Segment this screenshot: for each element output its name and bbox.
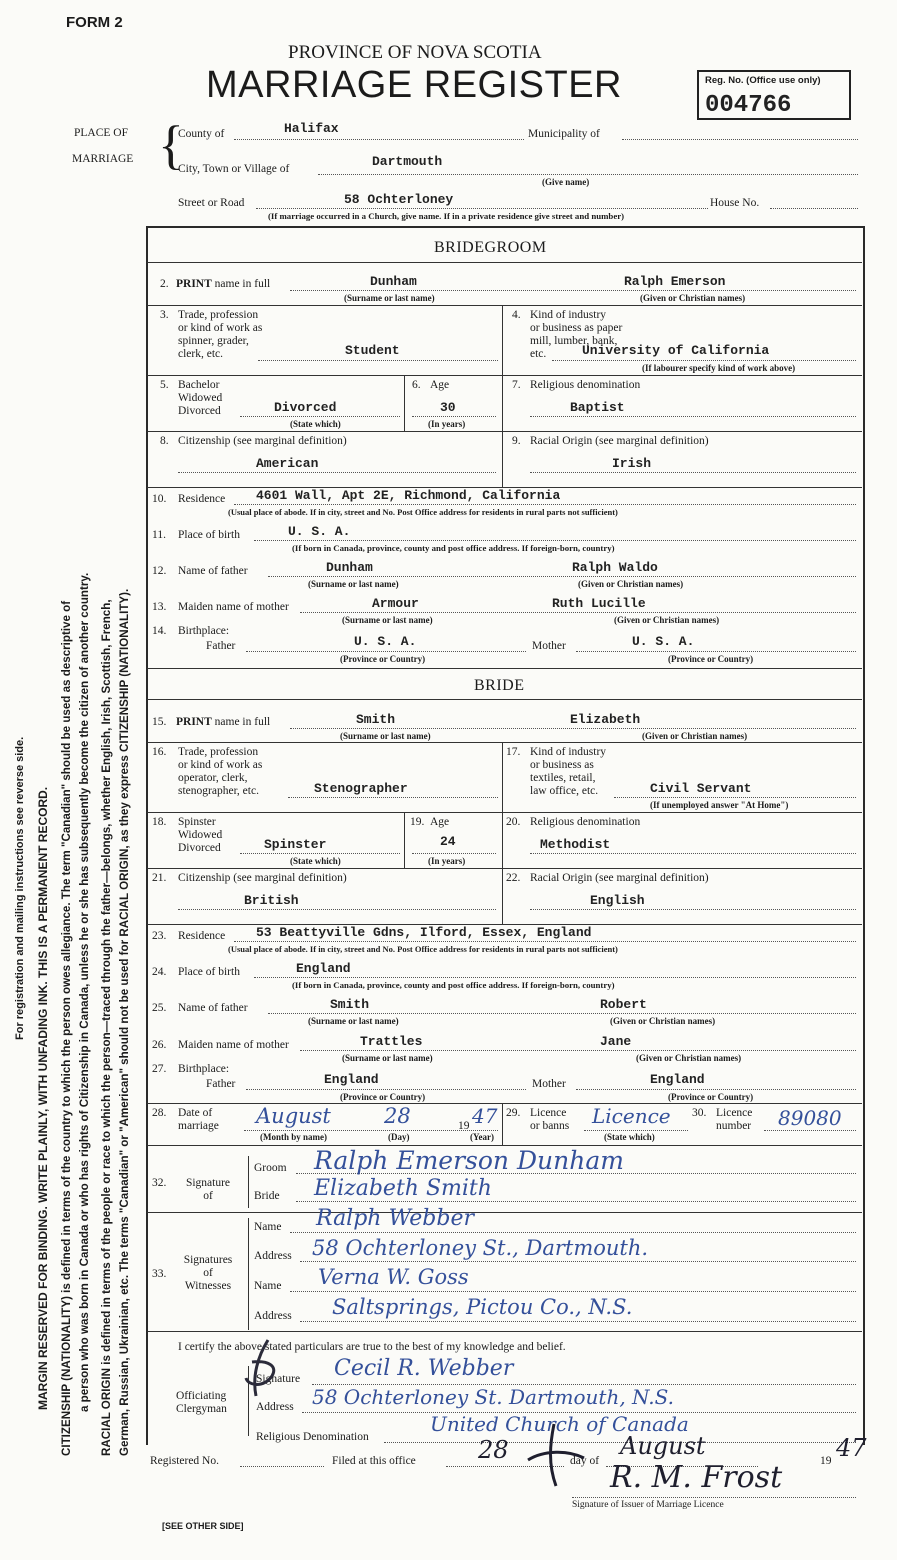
bride-trade-line — [288, 797, 498, 798]
groom-father-line — [268, 576, 856, 577]
bride-signature: Elizabeth Smith — [314, 1176, 492, 1201]
divider — [502, 305, 503, 375]
date-label: Date of marriage — [178, 1107, 219, 1132]
groom-mother-line — [300, 612, 856, 613]
place-of-label: PLACE OF — [74, 127, 128, 139]
row-9-num: 9. — [512, 435, 521, 447]
filed-label: Filed at this office — [332, 1455, 416, 1467]
given-caption: (Given or Christian names) — [642, 731, 748, 741]
registered-no-line — [240, 1466, 324, 1467]
witness1-address-line — [300, 1261, 856, 1262]
bride-religion-line — [530, 853, 856, 854]
unemployed-note: (If unemployed answer "At Home") — [650, 800, 789, 810]
row-25-num: 25. — [152, 1002, 167, 1014]
bride-surname: Smith — [356, 712, 396, 727]
month-caption: (Month by name) — [260, 1132, 327, 1142]
divider — [502, 812, 503, 868]
divider — [147, 375, 862, 376]
street-line — [256, 208, 708, 209]
father-word: Father — [206, 1078, 236, 1090]
groom-racial-line — [530, 472, 856, 473]
witness2-name: Verna W. Goss — [318, 1265, 469, 1289]
marriage-month: August — [256, 1104, 331, 1128]
groom-father-birthplace: U. S. A. — [354, 634, 417, 649]
groom-birthplace: U. S. A. — [288, 524, 351, 539]
father-label: Name of father — [178, 1002, 248, 1014]
groom-trade: Student — [345, 343, 400, 358]
bride-given: Elizabeth — [570, 712, 641, 727]
filed-year: 47 — [836, 1434, 867, 1462]
filed-year-prefix: 19 — [820, 1455, 832, 1467]
bride-heading: BRIDE — [474, 677, 525, 694]
witness1-name-line — [290, 1232, 856, 1233]
divider — [502, 1103, 503, 1145]
row-14-num: 14. — [152, 625, 167, 637]
groom-mother-birth-line — [576, 651, 856, 652]
bride-age: 24 — [440, 834, 456, 849]
birth-note: (If born in Canada, province, county and post office address. If foreign-born, country) — [292, 980, 615, 990]
clergy-denomination: United Church of Canada — [430, 1412, 689, 1436]
row-19-num: 19. — [410, 816, 425, 828]
day-of-label: day of — [570, 1455, 600, 1467]
row-26-num: 26. — [152, 1039, 167, 1051]
witness2-address: Saltsprings, Pictou Co., N.S. — [332, 1295, 633, 1319]
margin-line-6: German, Russian, Ukrainian, etc. The terms "Canadian" or "American" should not be used for RACIAL ORIGIN, as they express CITIZENSHIP (NATIONALITY). — [118, 588, 131, 1456]
bride-sig-line — [296, 1201, 856, 1202]
bride-father-surname: Smith — [330, 997, 370, 1012]
witness2-name-line — [290, 1291, 856, 1292]
prov-country-caption: (Province or Country) — [668, 1092, 754, 1102]
year-caption: (Year) — [470, 1132, 494, 1142]
bride-name-line — [290, 728, 856, 729]
licence-type: Licence — [592, 1104, 671, 1128]
witnesses-label: Signatures of Witnesses — [183, 1254, 233, 1292]
groom-industry-label: Kind of industry or business as paper mill, lumber, bank, etc. — [530, 309, 623, 360]
row-29-num: 29. — [506, 1107, 521, 1119]
filing-flourish — [520, 1420, 590, 1490]
row-33-num: 33. — [152, 1268, 167, 1280]
address-word: Address — [254, 1310, 292, 1322]
groom-given: Ralph Emerson — [624, 274, 726, 289]
given-caption: (Given or Christian names) — [578, 579, 684, 589]
house-line — [770, 208, 858, 209]
row-2-num: 2. — [160, 278, 169, 290]
bridegroom-heading: BRIDEGROOM — [434, 239, 547, 256]
bride-industry: Civil Servant — [650, 781, 752, 796]
name-word: Name — [254, 1221, 282, 1233]
divider — [404, 375, 405, 431]
witness1-name: Ralph Webber — [316, 1206, 475, 1231]
groom-mother-given: Ruth Lucille — [552, 596, 646, 611]
witness2-address-line — [300, 1321, 856, 1322]
registered-no-label: Registered No. — [150, 1455, 219, 1467]
bride-status-label: Spinster Widowed Divorced — [178, 816, 223, 854]
licence-number: 89080 — [778, 1106, 842, 1130]
street-value: 58 Ochterloney — [344, 192, 454, 207]
groom-name-line — [290, 290, 856, 291]
street-label: Street or Road — [178, 197, 245, 209]
street-note: (If marriage occurred in a Church, give name. If in a private residence give street and number) — [268, 211, 625, 221]
state-which-caption: (State which) — [290, 856, 341, 866]
residence-label: Residence — [178, 493, 226, 505]
given-caption: (Given or Christian names) — [636, 1053, 742, 1063]
filed-month: August — [620, 1432, 706, 1460]
bride-mother-line — [300, 1050, 856, 1051]
row-10-num: 10. — [152, 493, 167, 505]
groom-citizenship-line — [178, 472, 496, 473]
row-15-num: 15. — [152, 716, 167, 728]
divider — [147, 305, 862, 306]
bride-mother-given: Jane — [600, 1034, 632, 1049]
bride-industry-line — [614, 797, 856, 798]
row-24-num: 24. — [152, 966, 167, 978]
bride-father-line — [268, 1013, 856, 1014]
bride-racial-line — [530, 909, 856, 910]
reg-no-label: Reg. No. (Office use only) — [705, 75, 821, 86]
religion-label: Religious denomination — [530, 379, 641, 391]
divider — [147, 868, 862, 869]
print-label — [176, 278, 270, 291]
signature-of-label: Signature of — [185, 1177, 231, 1202]
surname-caption: (Surname or last name) — [342, 1053, 433, 1063]
bride-racial: English — [590, 893, 645, 908]
groom-age-line — [412, 416, 496, 417]
row-20-num: 20. — [506, 816, 521, 828]
citizenship-label: Citizenship (see marginal definition) — [178, 435, 347, 447]
bride-print-label — [176, 716, 270, 729]
address-word: Address — [254, 1250, 292, 1262]
clergy-flourish — [238, 1336, 301, 1406]
parents-birthplace-label: Birthplace: — [178, 625, 230, 637]
reg-no-value: 004766 — [705, 92, 792, 119]
bride-mother-birthplace: England — [650, 1072, 705, 1087]
divider — [147, 262, 862, 263]
bride-father-given: Robert — [600, 997, 647, 1012]
religion-label: Religious denomination — [530, 816, 641, 828]
bride-word: Bride — [254, 1190, 280, 1202]
row-28-num: 28. — [152, 1107, 167, 1119]
groom-industry-line — [552, 360, 856, 361]
labourer-note: (If labourer specify kind of work above) — [642, 363, 796, 373]
page-title: MARRIAGE REGISTER — [206, 64, 622, 106]
divider — [147, 699, 862, 700]
groom-signature: Ralph Emerson Dunham — [314, 1146, 624, 1175]
divider — [502, 431, 503, 487]
row-27-num: 27. — [152, 1063, 167, 1075]
licence-number-line — [764, 1130, 856, 1131]
bride-citizenship: British — [244, 893, 299, 908]
form-label: FORM 2 — [66, 14, 123, 31]
city-line — [318, 174, 858, 175]
municipality-line — [622, 139, 858, 140]
sig-bracket — [248, 1156, 249, 1208]
in-years-caption: (In years) — [428, 419, 466, 429]
mother-word: Mother — [532, 640, 566, 652]
in-years-caption: (In years) — [428, 856, 466, 866]
city-label: City, Town or Village of — [178, 163, 290, 175]
racial-label: Racial Origin (see marginal definition) — [530, 872, 709, 884]
bride-trade: Stenographer — [314, 781, 408, 796]
municipality-label: Municipality of — [528, 128, 600, 140]
bride-mother-surname: Trattles — [360, 1034, 423, 1049]
margin-line-3: CITIZENSHIP (NATIONALITY) is defined in terms of the country to which the person owes allegiance. The term "Canadian" should be used as descriptive of — [60, 600, 73, 1456]
witness-bracket — [248, 1218, 249, 1330]
officiating-label: Officiating Clergyman — [176, 1390, 227, 1415]
row-4-num: 4. — [512, 309, 521, 321]
racial-label: Racial Origin (see marginal definition) — [530, 435, 709, 447]
row-8-num: 8. — [160, 435, 169, 447]
groom-industry: University of California — [582, 343, 770, 358]
bride-status-line — [240, 853, 400, 854]
margin-line-1: For registration and mailing instructions see reverse side. — [14, 736, 26, 1040]
row-23-num: 23. — [152, 930, 167, 942]
row-18-num: 18. — [152, 816, 167, 828]
mother-label: Maiden name of mother — [178, 601, 289, 613]
city-value: Dartmouth — [372, 154, 443, 169]
prov-country-caption: (Province or Country) — [340, 1092, 426, 1102]
address-word: Address — [256, 1401, 294, 1413]
given-caption: (Given or Christian names) — [640, 293, 746, 303]
marriage-year-prefix: 19 — [458, 1120, 470, 1132]
marriage-day: 28 — [384, 1104, 411, 1128]
margin-line-2: MARGIN RESERVED FOR BINDING. WRITE PLAINLY, WITH UNFADING INK. THIS IS A PERMANENT RECORD. — [36, 786, 50, 1410]
divider — [147, 812, 862, 813]
groom-status-line — [240, 416, 400, 417]
issuer-caption: Signature of Issuer of Marriage Licence — [572, 1500, 724, 1510]
divider — [147, 1212, 862, 1213]
prov-country-caption: (Province or Country) — [668, 654, 754, 664]
print-word: PRINT — [176, 716, 212, 728]
groom-status: Divorced — [274, 400, 337, 415]
county-label: County of — [178, 128, 225, 140]
groom-citizenship: American — [256, 456, 319, 471]
row-32-num: 32. — [152, 1177, 167, 1189]
state-which-caption: (State which) — [290, 419, 341, 429]
row-11-num: 11. — [152, 529, 166, 541]
issuer-signature: R. M. Frost — [610, 1460, 783, 1495]
row-13-num: 13. — [152, 601, 167, 613]
name-word: Name — [254, 1280, 282, 1292]
bride-citizenship-line — [178, 909, 496, 910]
bride-residence: 53 Beattyville Gdns, Ilford, Essex, England — [256, 925, 592, 940]
marriage-year: 47 — [472, 1104, 498, 1128]
birth-note: (If born in Canada, province, county and post office address. If foreign-born, country) — [292, 543, 615, 553]
day-caption: (Day) — [388, 1132, 410, 1142]
row-7-num: 7. — [512, 379, 521, 391]
groom-status-label: Bachelor Widowed Divorced — [178, 379, 223, 417]
signature-word: Signature — [256, 1373, 301, 1385]
name-in-full-label: name in full — [214, 278, 271, 290]
groom-religion-line — [530, 416, 856, 417]
marriage-label: MARRIAGE — [72, 153, 134, 165]
row-3-num: 3. — [160, 309, 169, 321]
groom-trade-label: Trade, profession or kind of work as spinner, grader, clerk, etc. — [178, 309, 263, 360]
divider — [404, 812, 405, 868]
bride-industry-label: Kind of industry or business as textiles, retail, law office, etc. — [530, 746, 607, 797]
margin-line-4: a person who was born in Canada or who has rights of Citizenship in Canada, unless he or she has subsequently become the citizen of another country. — [78, 572, 91, 1412]
given-caption: (Given or Christian names) — [614, 615, 720, 625]
bride-father-birth-line — [246, 1089, 526, 1090]
parents-birthplace-label: Birthplace: — [178, 1063, 230, 1075]
issuer-line — [572, 1497, 856, 1498]
citizenship-label: Citizenship (see marginal definition) — [178, 872, 347, 884]
surname-caption: (Surname or last name) — [340, 731, 431, 741]
groom-residence: 4601 Wall, Apt 2E, Richmond, California — [256, 488, 561, 503]
prov-country-caption: (Province or Country) — [340, 654, 426, 664]
certify-text: I certify the above stated particulars are true to the best of my knowledge and belief. — [178, 1341, 566, 1353]
province-heading: PROVINCE OF NOVA SCOTIA — [288, 42, 542, 63]
residence-label: Residence — [178, 930, 226, 942]
bride-residence-line — [234, 941, 856, 942]
bride-birthplace-line — [254, 977, 856, 978]
row-5-num: 5. — [160, 379, 169, 391]
house-label: House No. — [710, 197, 760, 209]
birthplace-label: Place of birth — [178, 529, 240, 541]
place-brace: { — [158, 115, 184, 175]
bride-age-line — [412, 853, 496, 854]
county-value: Halifax — [284, 121, 339, 136]
father-word: Father — [206, 640, 236, 652]
groom-father-given: Ralph Waldo — [572, 560, 658, 575]
bride-birthplace: England — [296, 961, 351, 976]
licence-type-line — [584, 1130, 688, 1131]
county-line — [234, 139, 524, 140]
give-name-caption: (Give name) — [542, 177, 590, 187]
row-17-num: 17. — [506, 746, 521, 758]
name-in-full-label: name in full — [214, 716, 271, 728]
mother-word: Mother — [532, 1078, 566, 1090]
groom-father-birth-line — [246, 651, 526, 652]
mother-label: Maiden name of mother — [178, 1039, 289, 1051]
state-which-caption: (State which) — [604, 1132, 655, 1142]
residence-note: (Usual place of abode. If in city, street and No. Post Office address for residents in rural parts not sufficient) — [228, 944, 618, 954]
reg-no-box — [697, 70, 851, 120]
licence-banns-label: Licence or banns — [530, 1107, 570, 1132]
print-word: PRINT — [176, 278, 212, 290]
licence-number-label: Licence number — [716, 1107, 753, 1132]
age-label: Age — [430, 379, 450, 391]
clergy-address: 58 Ochterloney St. Dartmouth, N.S. — [312, 1385, 674, 1409]
bride-religion: Methodist — [540, 837, 611, 852]
margin-line-5: RACIAL ORIGIN is defined in terms of the people or race to which the person—traced through the father—belongs, whether English, Irish, Scottish, French, — [100, 599, 113, 1456]
clergy-signature: Cecil R. Webber — [334, 1356, 514, 1381]
groom-father-surname: Dunham — [326, 560, 373, 575]
surname-caption: (Surname or last name) — [344, 293, 435, 303]
surname-caption: (Surname or last name) — [308, 579, 399, 589]
divider — [147, 1331, 862, 1332]
groom-trade-line — [258, 360, 498, 361]
groom-religion: Baptist — [570, 400, 625, 415]
father-label: Name of father — [178, 565, 248, 577]
row-6-num: 6. — [412, 379, 421, 391]
groom-age: 30 — [440, 400, 456, 415]
groom-word: Groom — [254, 1162, 287, 1174]
row-30-num: 30. — [692, 1107, 707, 1119]
groom-birthplace-line — [254, 540, 856, 541]
divider — [502, 742, 503, 812]
divider — [502, 868, 503, 924]
divider — [147, 431, 862, 432]
birthplace-label: Place of birth — [178, 966, 240, 978]
surname-caption: (Surname or last name) — [342, 615, 433, 625]
witness1-address: 58 Ochterloney St., Dartmouth. — [312, 1236, 649, 1260]
divider — [147, 1103, 862, 1104]
bride-mother-birth-line — [576, 1089, 856, 1090]
divider — [147, 668, 862, 669]
divider — [147, 742, 862, 743]
religious-denomination-label: Religious Denomination — [256, 1431, 369, 1443]
groom-racial: Irish — [612, 456, 652, 471]
row-16-num: 16. — [152, 746, 167, 758]
age-label: Age — [430, 816, 450, 828]
filed-day: 28 — [478, 1436, 509, 1464]
groom-mother-surname: Armour — [372, 596, 419, 611]
bride-trade-label: Trade, profession or kind of work as operator, clerk, stenographer, etc. — [178, 746, 263, 797]
surname-caption: (Surname or last name) — [308, 1016, 399, 1026]
row-22-num: 22. — [506, 872, 521, 884]
bride-status: Spinster — [264, 837, 327, 852]
row-12-num: 12. — [152, 565, 167, 577]
groom-surname: Dunham — [370, 274, 417, 289]
divider — [502, 375, 503, 431]
given-caption: (Given or Christian names) — [610, 1016, 716, 1026]
groom-residence-line — [234, 504, 856, 505]
row-21-num: 21. — [152, 872, 167, 884]
see-other-side: [SEE OTHER SIDE] — [162, 1521, 244, 1531]
residence-note: (Usual place of abode. If in city, street and No. Post Office address for residents in rural parts not sufficient) — [228, 507, 618, 517]
bride-father-birthplace: England — [324, 1072, 379, 1087]
groom-mother-birthplace: U. S. A. — [632, 634, 695, 649]
